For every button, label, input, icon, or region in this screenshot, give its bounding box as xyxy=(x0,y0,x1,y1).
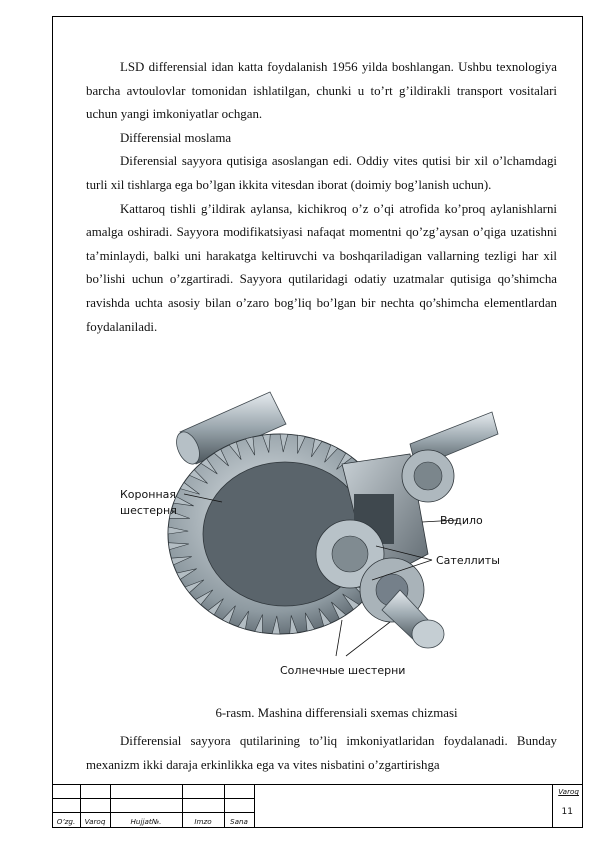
paragraph-4: Differensial sayyora qutilarining to’liq imkoniyatlaridan foydalanadi. Bunday mexanizm ikki daraja erkinlikka ega va vites nisbatini o’zgartirishga xyxy=(86,734,557,772)
varoq-label: Varoq xyxy=(558,787,579,796)
col-imzo-label: Imzo xyxy=(194,817,212,826)
title-block xyxy=(52,784,583,828)
col-varoq-label: Varoq xyxy=(84,817,106,826)
paragraph-3: Kattaroq tishli g’ildirak aylansa, kichikroq o’z o’qi atrofida ko’proq aylanishlarni amalga oshiradi. Sayyora modifikatsiyasi nafaqat momentni qo’zg’aysan o’qiga uzatishni ta’minlaydi, balki uni harakatga keltiruvchi va boshqariladigan vallarning tezligi har xil bo’lishi uchun o’zgartiradi. Sayyora qutilaridagi odatiy uzatmalar qutisiga qo’shimcha ravishda uchta asosiy bilan o’zaro bog’liq bo’lgan bir nechta qo’shimcha elementlardan foydalaniladi. xyxy=(86,201,557,334)
col-sana-label: Sana xyxy=(230,817,248,826)
col-hujjat-label: Hujjat№. xyxy=(130,817,162,826)
label-ring-gear-2: шестерня xyxy=(120,504,177,517)
paragraph-2: Diferensial sayyora qutisiga asoslangan edi. Oddiy vites qutisi bir xil o’lchamdagi turli xil tishlarga ega bo’lgan ikkita vitesdan iborat (doimiy bog’lanish uchun). xyxy=(86,154,557,192)
label-ring-gear-1: Коронная xyxy=(120,488,176,501)
label-sun-gears: Солнечные шестерни xyxy=(280,664,406,677)
body-text-top xyxy=(86,56,557,339)
label-satellites: Сателлиты xyxy=(436,554,500,567)
figure-caption: 6-rasm. Mashina differensiali sxemas chizmasi xyxy=(215,706,458,720)
section-heading: Differensial moslama xyxy=(120,130,232,145)
col-ozg-label: O’zg. xyxy=(56,817,76,826)
sun-gears xyxy=(360,558,444,648)
differential-illustration xyxy=(110,384,500,684)
paragraph-1: LSD differensial idan katta foydalanish 1956 yilda boshlangan. Ushbu texnologiya barcha avtoulovlar tomonidan ishlatilgan, chunki u to’rt g’ildirakli transport vositalari uchun yangi imkoniyatlar ochgan. xyxy=(86,60,557,122)
differential-figure xyxy=(110,384,500,684)
label-carrier: Водило xyxy=(440,514,483,527)
page-number: 11 xyxy=(561,807,573,817)
body-text-bottom xyxy=(86,730,557,777)
